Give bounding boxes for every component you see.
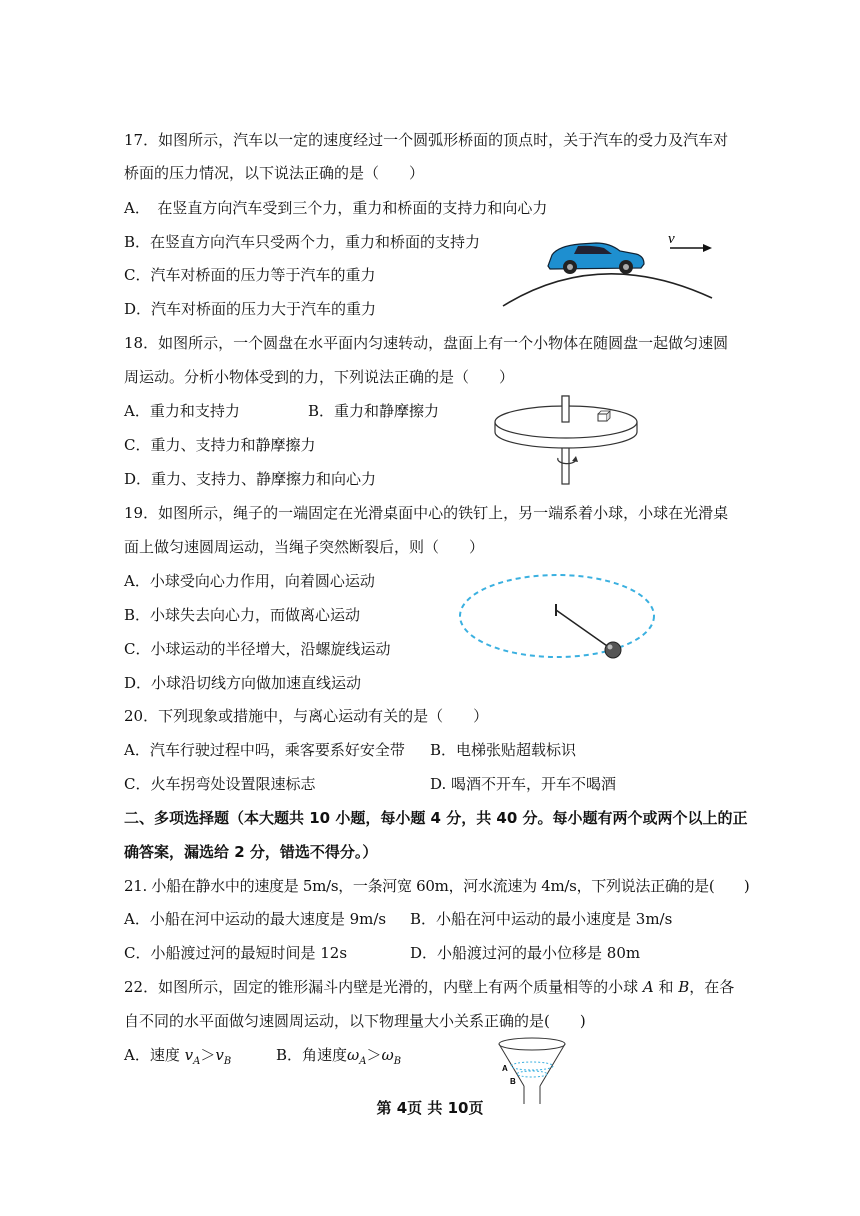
page-footer: 第 4页 共 10页 <box>376 1099 484 1117</box>
q20-option-a: A．汽车行驶过程中吗，乘客要系好安全带 <box>124 741 405 759</box>
q18-stem-line1: 18．如图所示，一个圆盘在水平面内匀速转动，盘面上有一个小物体在随圆盘一起做匀速圆 <box>124 334 729 352</box>
q17-stem-line1: 17．如图所示，汽车以一定的速度经过一个圆弧形桥面的顶点时，关于汽车的受力及汽车对 <box>124 131 729 149</box>
q21-option-a: A．小船在河中运动的最大速度是 9m/s <box>124 910 387 928</box>
q19-option-d: D．小球沿切线方向做加速直线运动 <box>124 674 362 692</box>
q22-stem-line2: 自不同的水平面做匀速圆周运动，以下物理量大小关系正确的是( ) <box>124 1012 586 1030</box>
section-heading-line1: 二、多项选择题（本大题共 10 小题，每小题 4 分，共 40 分。每小题有两个或两个以上的正 <box>124 809 748 827</box>
q20-option-c: C．火车拐弯处设置限速标志 <box>124 775 316 793</box>
velocity-arrowhead <box>703 244 712 252</box>
bridge-arc <box>503 274 712 306</box>
q21-option-d: D．小船渡过河的最小位移是 80m <box>410 944 641 962</box>
q22-option-a: A．速度 $v_A>v_B$ <box>124 1046 232 1067</box>
ball-on-string-figure <box>455 570 660 665</box>
q18-option-a: A．重力和支持力 <box>124 402 240 420</box>
ball <box>605 642 621 658</box>
fig-label-b: B <box>510 1077 516 1086</box>
ball-a-label: A <box>642 978 654 996</box>
q18-option-c: C．重力、支持力和静摩擦力 <box>124 436 316 454</box>
q18-stem-line2: 周运动。分析小物体受到的力，下列说法正确的是（ ） <box>124 368 515 386</box>
car-icon <box>548 243 644 274</box>
string <box>556 610 610 648</box>
q17-option-a: A． 在竖直方向汽车受到三个力，重力和桥面的支持力和向心力 <box>124 199 548 217</box>
orbit-b <box>517 1071 547 1077</box>
funnel-figure <box>496 1036 568 1104</box>
q19-option-b: B．小球失去向心力，而做离心运动 <box>124 606 361 624</box>
q18-option-b: B．重力和静摩擦力 <box>308 402 440 420</box>
q21-option-c: C．小船渡过河的最短时间是 12s <box>124 944 348 962</box>
small-block <box>598 414 607 421</box>
q17-option-b: B．在竖直方向汽车只受两个力，重力和桥面的支持力 <box>124 233 481 251</box>
q17-option-c: C．汽车对桥面的压力等于汽车的重力 <box>124 266 376 284</box>
q18-option-d: D．重力、支持力、静摩擦力和向心力 <box>124 470 377 488</box>
q19-option-a: A．小球受向心力作用，向着圆心运动 <box>124 572 375 590</box>
q20-option-b: B．电梯张贴超载标识 <box>430 741 577 759</box>
fig-label-a: A <box>502 1064 508 1073</box>
q21-stem: 21. 小船在静水中的速度是 5m/s，一条河宽 60m，河水流速为 4m/s，下列说法正确的是( ) <box>124 877 750 895</box>
ball-b-label: B <box>678 978 690 996</box>
rotating-disk-figure <box>492 394 642 486</box>
q19-option-c: C．小球运动的半径增大，沿螺旋线运动 <box>124 640 391 658</box>
car-on-bridge-figure <box>500 228 715 310</box>
q22-stem-line1: 22．如图所示，固定的锥形漏斗内壁是光滑的，内壁上有两个质量相等的小球 A 和 B，在各 <box>124 978 735 996</box>
q20-option-d: D. 喝酒不开车，开车不喝酒 <box>430 775 617 793</box>
velocity-label: v <box>668 231 675 247</box>
section-heading-line2: 确答案，漏选给 2 分，错选不得分。） <box>124 843 378 861</box>
q19-stem-line2: 面上做匀速圆周运动，当绳子突然断裂后，则（ ） <box>124 538 485 556</box>
q21-option-b: B．小船在河中运动的最小速度是 3m/s <box>410 910 673 928</box>
q19-stem-line1: 19．如图所示，绳子的一端固定在光滑桌面中心的铁钉上，另一端系着小球，小球在光滑桌 <box>124 504 729 522</box>
q22-option-b: B．角速度$\omega_A>\omega_B$ <box>276 1046 402 1067</box>
q17-option-d: D．汽车对桥面的压力大于汽车的重力 <box>124 300 377 318</box>
q20-stem: 20．下列现象或措施中，与离心运动有关的是（ ） <box>124 707 489 725</box>
q17-stem-line2: 桥面的压力情况，以下说法正确的是（ ） <box>124 164 425 182</box>
orbit-a <box>511 1062 553 1070</box>
